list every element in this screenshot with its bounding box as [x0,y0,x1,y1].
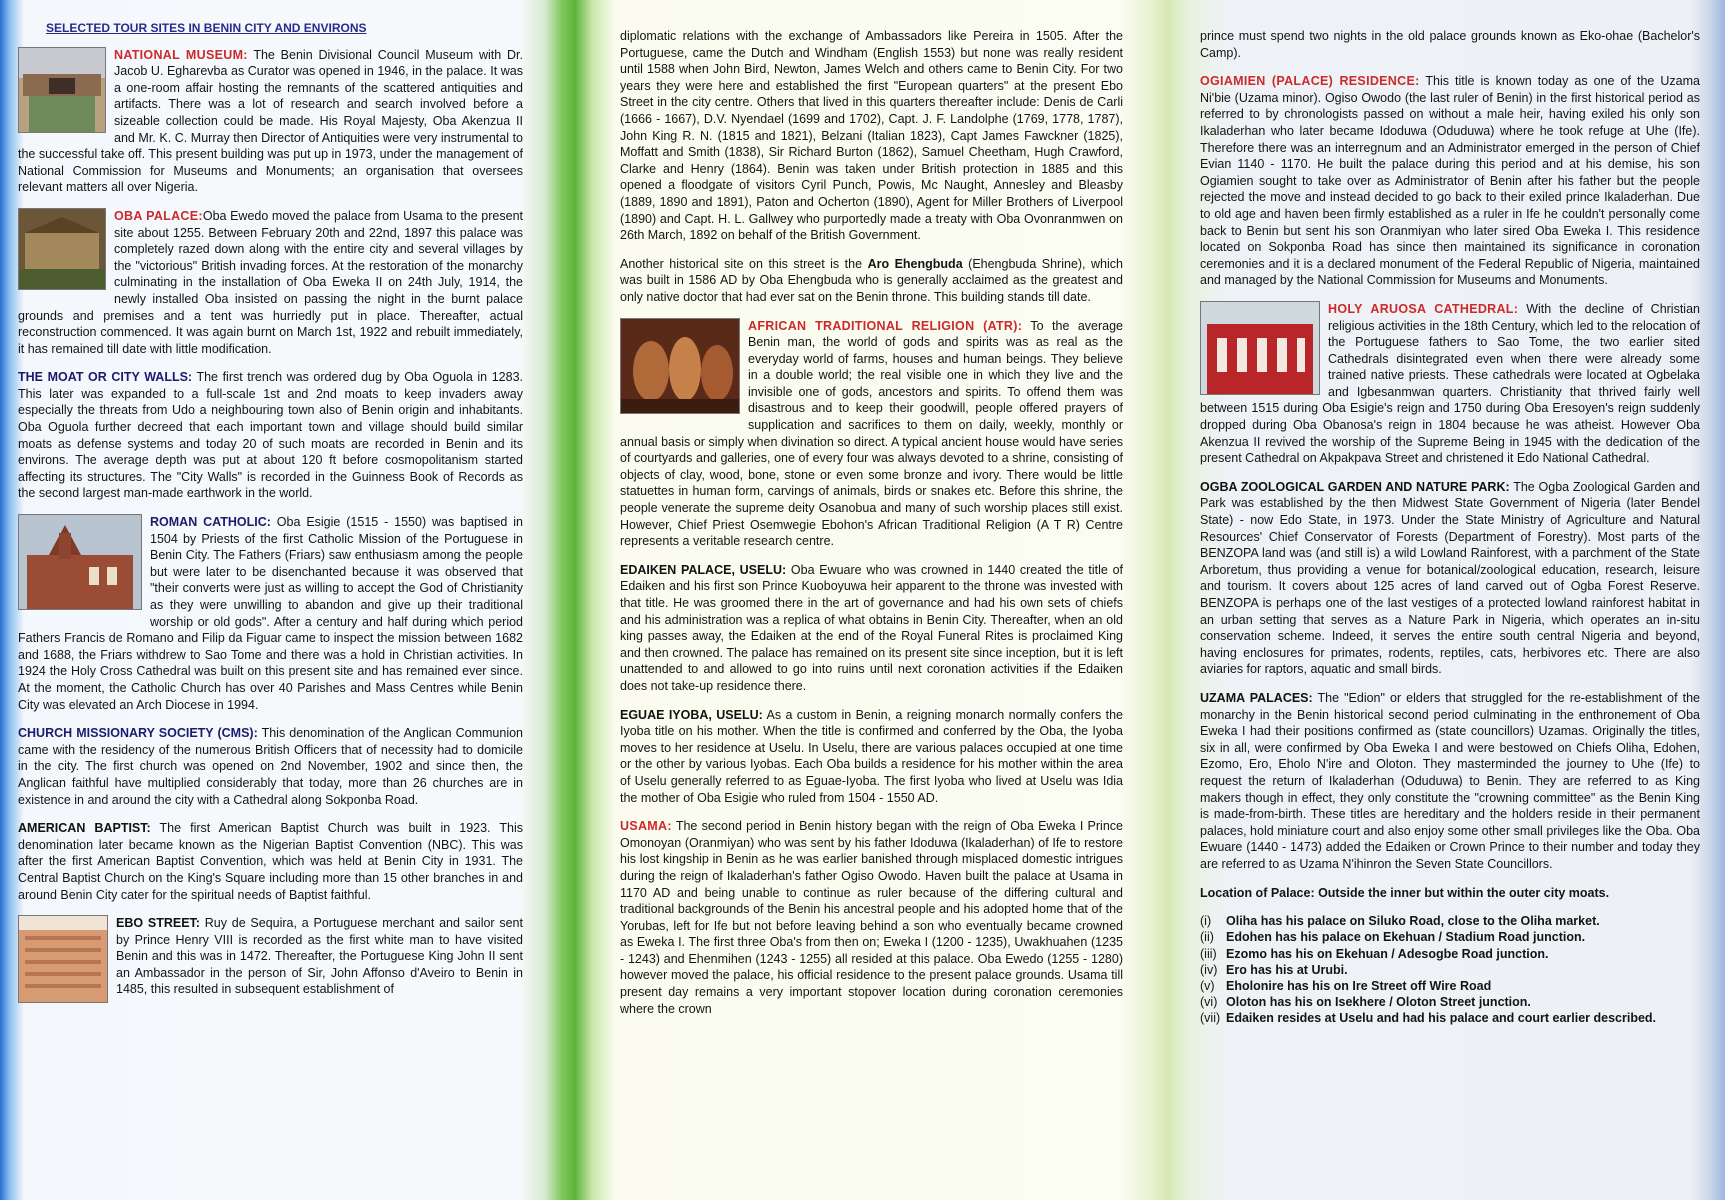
column-left [18,12,523,1010]
oba-palace-photo [18,208,106,290]
eguae-title: EGUAE IYOBA, USELU: [620,707,763,722]
roman-catholic-section [18,514,523,713]
section-header: SELECTED TOUR SITES IN BENIN CITY AND ENVIRONS [46,21,367,35]
list-item-number: (vi) [1200,995,1218,1010]
national-museum-section [18,47,523,196]
usama-title: USAMA: [620,819,672,834]
baptist-text: The first American Baptist Church was built in 1923. This denomination later became known as the Nigerian Baptist Convention (NBC). This was after the first American Baptist Convention, which was held at Benin City in 1931. The Central Baptist Church on the King's Square including more than 15 other branches in and around Benin City cater for the spiritual needs of Baptist faithful. [18,821,523,902]
usama-section [620,818,1123,1017]
location-list [1200,913,1700,1026]
list-item-text: Edohen has his palace on Ekehuan / Stadium Road junction. [1226,930,1586,945]
usama-text: The second period in Benin history began with the reign of Oba Eweka I Prince Omonoyan (Oranmiyan) who was sent by his father Idoduwa (Ikaladerhan) of Ife to restore his lost kingship in Benin as he was earlier banished through misplaced domestic intrigues during the reign of Ikaladerhan's father Ogiso Owodo. Haven built the palace at Usama in 1170 AD and being unable to continue as ruler because of the differing cultural and traditional backgrounds of the Benin his ancestral people and his adopted home that of the Yorubas, left for Ife but not before leaving behind a son who eventually became crowned as Eweka I. The first three Oba's from then on; Eweka I (1200 - 1235), Uwakhuahen (1235 - 1243) and Ehenmihen (1243 - 1255) all resided at this palace. Oba Ewedo (1255 - 1280) however moved the palace, his official residence to the present palace grounds. Usama till present day remains a very important stopover location during coronation ceremonies where the crown [620,819,1123,1016]
list-item-number: (iv) [1200,962,1218,977]
list-item-text: Oloton has his on Isekhere / Oloton Street junction. [1226,995,1531,1010]
ogiamien-section [1200,73,1700,289]
list-item-number: (v) [1200,978,1215,993]
column-middle [620,28,1123,1029]
moat-section [18,369,523,502]
ogba-text: The Ogba Zoological Garden and Park was established by the then Midwest State Government of Nigeria (later Bendel State) - now Edo State, in 1973. Under the State Ministry of Agriculture and Natural Resources' Chief Conservator of Forests (Department of Forestry). Most parts of the BENZOPA land was (and still is) a wild Lowland Rainforest, with a parchment of the State Arboretum, thus providing a venue for botanical/zoological education, research, leisure and tourism. It covers about 125 acres of land carved out of Ogba Forest Reserve. BENZOPA is perhaps one of the last vestiges of a protected lowland rainforest habitat in an urban setting that serves as a Nature Park in Nigeria, which operates an in-situ conservation scheme. Indeed, it serves the entire south central Nigeria and beyond, having enclosures for primates, rodents, reptiles, cats, herbivores etc. There are also aviaries for raptors, aquatic and small birds. [1200,479,1700,677]
european-quarters-paragraph: diplomatic relations with the exchange of Ambassadors like Pereira in 1505. After the Portuguese, came the Dutch and Windham (English 1553) but none was really resident until 1588 when John Bird, Newton, James Welch and others came to Benin City. For two years they were here and established the first "European quarters" at the present Ebo Street in the city centre. Others that lived in this quarters thereafter include: Denis de Carli (1666 - 1667), D.V. Nyendael (1699 and 1702), Capt. J. F. Landolphe (1769, 1778, 1787), John King R. N. (1815 and 1821), Belzani (Italian 1823), Capt James Fawckner (1825), Moffatt and Smith (1838), Sir Richard Burton (1862), Samuel Cheetham, Hugh Crawford, Clarke and Henry (1864). Benin was taken under British protection in 1885 and this opened a floodgate of visitors Cyril Punch, Powis, Mc Naught, Annesley and Bleasby (1889, 1890 and 1891), Paton and Ocherton (1890), Agent for Miller Brothers of Liverpool (1890) and Capt. H. L. Gallwey who purportedly made a treaty with Oba Ovonranmwen on 26th March, 1892 on behalf of the British Government. [620,29,1123,243]
aro-ehengbuda-text: (Ehengbuda Shrine), which was built in 1586 AD by Oba Ehengbuda who is generally acclaimed as the greatest and only native doctor that had ever sat on the Benin throne. This building stands till date. [620,256,1123,304]
ebo-street-title: EBO STREET: [116,916,200,931]
list-item-number: (ii) [1200,930,1214,945]
list-item [1200,1010,1700,1026]
national-museum-title: NATIONAL MUSEUM: [114,47,248,62]
list-item [1200,978,1700,994]
roman-catholic-photo [18,514,142,610]
list-item [1200,929,1700,945]
list-item-number: (i) [1200,914,1212,929]
national-museum-text: The Benin Divisional Council Museum with Dr. Jacob U. Egharevba as Curator was opened in 1946, in the palace. It was a one-room affair hosting the remnants of the scattered antiquities and artifacts. There was a lot of research and search involved before a sizeable collection could be made. His Royal Majesty, Oba Akenzua II and Mr. K. C. Murray then Director of Antiquities were very instrumental to the successful take off. This present building was put up in 1973, under the management of National Commission for Museums and Monuments; an organisation that oversees relevant matters all over Nigeria. [18,47,523,195]
roman-catholic-text: Oba Esigie (1515 - 1550) was baptised in 1504 by Priests of the first Catholic Mission of the Portuguese in Benin City. The Fathers (Friars) saw enthusiasm among the people but were later to be disenchanted because it was observed that "their converts were just as willing to accept the God of Christianity as they were unwilling to abandon and give up their traditional worship or old gods". After a century and half during which period Fathers Francis de Romano and Filip da Figuar came to inspect the mission between 1682 and 1688, the Friars withdrew to Sao Tome and there was a hold in Christian activities. In 1924 the Holy Cross Cathedral was built on this present site and has remained ever since. At the moment, the Catholic Church has over 40 Parishes and Mass Centres while Benin City was elevated an Arch Diocese in 1994. [18,515,524,712]
list-item-number: (vii) [1200,1011,1221,1026]
aro-ehengbuda-intro: Another historical site on this street is the [620,256,868,271]
holy-aruosa-title: HOLY ARUOSA CATHEDRAL: [1328,301,1519,316]
atr-text: To the average Benin man, the world of gods and spirits was as real as the everyday world of farms, houses and human beings. They believe in a double world; the real visible one in which they live and the invisible one of gods, ancestors and spirits. To offend them was disastrous and to keep their goodwill, people offered prayers of supplication and sacrifices to them on daily, weekly, monthly or annual basis or simply when divination so direct. A typical ancient house would have series of courtyards and galleries, one of every four was always devoted to a shrine, consisting of objects of clay, wood, bone, stone or even some bronze and ivory. There would be little statuettes in human form, carvings of animals, birds or snakes etc. Before this shrine, the people venerate the supreme deity Osanobua and many of such worship places still exist. However, Chief Priest Osemwegie Ebohon's African Traditional Religion (A T R) Centre represents a veritable research centre. [620,318,1123,549]
oba-palace-text: Oba Ewedo moved the palace from Usama to the present site about 1255. Between February 20th and 22nd, 1897 this palace was completely razed down along with the entire city and several villages by the "victorious" British invading forces. At the restoration of the monarchy culminating in the installation of Oba Eweka II on 24th July, 1914, the newly installed Oba insisted on passing the night in the burnt palace grounds and premises and a tent was hurriedly put in place. Thereafter, actual reconstruction commenced. It was again burnt on March 1st, 1922 and rebuilt immediately, it has remained till date with little modification. [18,208,524,356]
list-item-number: (iii) [1200,946,1217,961]
oba-palace-title: OBA PALACE: [114,208,203,223]
ogiamien-title: OGIAMIEN (PALACE) RESIDENCE: [1200,74,1420,89]
holy-aruosa-text: With the decline of Christian religious activities in the 18th Century, which led to the relocation of the Portuguese fathers to Sao Tome, the two earlier sited Cathedrals disintegrated even when there were already some trained native priests. These cathedrals were located at Ogbelaka and Igbesanmwan quarters. Christianity that thrived fairly well between 1515 during Oba Esigie's reign and 1750 during Oba Eresoyen's reign suddenly dropped during Oba Obanosa's reign in 1804 because he was atheist. However Oba Akenzua II revived the worship of the Supreme Being in 1945 with the dedication of the present Cathedral on Akpakpava Street and christened it Edo National Cathedral. [1200,301,1700,466]
ebo-street-photo [18,915,108,1003]
ogba-title: OGBA ZOOLOGICAL GARDEN AND NATURE PARK: [1200,479,1510,494]
cms-title: CHURCH MISSIONARY SOCIETY (CMS): [18,726,258,741]
atr-shrine-photo [620,318,740,414]
list-item [1200,994,1700,1010]
ebo-street-section [18,915,523,998]
edaiken-title: EDAIKEN PALACE, USELU: [620,562,787,577]
location-heading: Location of Palace: Outside the inner but within the outer city moats. [1200,885,1610,900]
edaiken-text: Oba Ewuare who was crowned in 1440 created the title of Edaiken and his first son Prince Kuoboyuwa heir apparent to the throne was invested with that title. He was groomed there in the art of governance and had his own sets of chiefs and his administration was a replica of what obtains in Benin City. Thereafter, when an old king passes away, the Edaiken at the end of the Royal Funeral Rites is proclaimed King and then crowned. The palace has remained on its present site since inception, but it is left unattended to and allowed to go into ruins until next coronation activities if the Edaiken does not take-up residence there. [620,562,1123,693]
eguae-section [620,707,1123,807]
national-museum-photo [18,47,106,133]
ogba-section [1200,479,1700,678]
uzama-title: UZAMA PALACES: [1200,690,1313,705]
eguae-text: As a custom in Benin, a reigning monarch normally confers the Iyoba title on his mother. When the title is confirmed and conferred by the Oba, the Iyoba moves to her residence at Uselu. In Uselu, there are various palaces occupied at one time or the other by various Iyobas. Each Oba builds a residence for his mother within the area of Uselu generally referred to as Eguae-Iyoba. The first Iyoba who lived at Uselu was Idia the mother of Oba Esigie who ruled from 1504 - 1550 AD. [620,707,1123,805]
cms-section [18,725,523,808]
list-item-text: Edaiken resides at Uselu and had his palace and court earlier described. [1226,1011,1657,1026]
ogiamien-text: This title is known today as one of the Uzama Ni'bie (Uzama minor). Ogiso Owodo (the last ruler of Benin) in the first historical period as referred to by chronologists passed on without a male heir, having exiled his only son Ikaladerhan who later became Idoduwa (Oduduwa) where he took refuge at Uhe (Ife). Therefore there was an interregnum and an Administrator emerged in the person of Chief Evian 1140 - 1170. He built the palace during this period and at his demise, his son Ogiamien sought to take over as Administrator of Benin after his father but the people rejected the move and instead decided to go back to their exiled prince Ikaladerhan. Due to old age and haven been firmly established as a ruler in Ife he couldn't personally come back to Benin but sent his son Oranmiyan who later sired Oba Eweka I. This residence located on Sokponba Road has since then maintained its significance in coronation ceremonies and it is a declared monument of the Federal Republic of Nigeria, maintained and managed by the National Commission for Museums and Monuments. [1200,74,1700,288]
list-item-text: Eholonire has his on Ire Street off Wire Road [1226,978,1492,993]
aro-ehengbuda-paragraph [620,256,1123,306]
atr-title: AFRICAN TRADITIONAL RELIGION (ATR): [748,318,1023,333]
aro-ehengbuda-name: Aro Ehengbuda [867,256,963,271]
ebo-street-text: Ruy de Sequira, a Portuguese merchant and sailor sent by Prince Henry VIII is recorded as the first white man to have visited Benin and this was in 1472. Thereafter, the Portuguese King John II sent an Ambassador in the person of Sir, John Affonso d'Aveiro to Benin in 1485, this resulted in subsequent establishment of [116,916,523,997]
moat-title: THE MOAT OR CITY WALLS: [18,370,193,385]
column-right [1200,28,1700,1027]
eko-ohae-paragraph: prince must spend two nights in the old palace grounds known as Eko-ohae (Bachelor's Camp). [1200,29,1700,60]
baptist-section [18,820,523,903]
oba-palace-section [18,208,523,357]
list-item-text: Oliha has his palace on Siluko Road, close to the Oliha market. [1226,914,1600,929]
uzama-section [1200,690,1700,873]
roman-catholic-title: ROMAN CATHOLIC: [150,515,271,530]
holy-aruosa-photo [1200,301,1320,395]
uzama-text: The "Edion" or elders that struggled for the re-establishment of the monarchy in the Benin historical second period culminating in the enthronement of Oba Eweka I had their positions confirmed as (state councillors) Uzamas. Originally the titles, six in all, were confirmed by Oba Eweka I and were bestowed on Chiefs Oliha, Edohen, Ezomo, Ero, Eholo N'ire and Oloton. They masterminded the journey to Uhe (Ife) to request the return of Ikaladerhan (Oduduwa) to Benin. They are referred to as King makers though in effect, they only constitute the "crowning committee" as the Benin King is made-from-birth. These titles are hereditary and the holders reside in their permanent palaces, hold miniature court and also enjoy some other small privileges like the Oba. Oba Ewuare (1440 - 1473) added the Edaiken or Crown Prince to their number and today they are referred to as Uzama N'ihinron the Seven State Councillors. [1200,690,1700,871]
moat-text: The first trench was ordered dug by Oba Oguola in 1283. This later was expanded to a full-scale 1st and 2nd moats to keep invaders away especially the threats from Udo a neighbouring town also of Benin origin and inhabitants. Oba Oguola further decreed that each important town and village should build similar moats as defense systems and today 20 of such moats are recorded in Benin and its environs. The average depth was put at about 120 ft before cosmopolitanism started affecting its structures. The "City Walls" is recorded in the Guinness Book of Records as the second largest man-made earthwork in the world. [18,370,523,501]
list-item-text: Ezomo has his on Ekehuan / Adesogbe Road junction. [1226,946,1549,961]
baptist-title: AMERICAN BAPTIST: [18,821,151,836]
atr-section [620,318,1123,550]
list-item [1200,946,1700,962]
list-item-text: Ero has his at Urubi. [1226,962,1348,977]
list-item [1200,913,1700,929]
holy-aruosa-section [1200,301,1700,467]
cms-text: This denomination of the Anglican Communion came with the residency of the numerous British Officers that of necessity had to domicile in the city. The first church was opened on 2nd November, 1902 and since then, the Anglican faithful have multiplied considerably that today, more than 26 churches are in existence in and around the city with a Cathedral along Sokponba Road. [18,726,524,807]
edaiken-section [620,562,1123,695]
list-item [1200,962,1700,978]
